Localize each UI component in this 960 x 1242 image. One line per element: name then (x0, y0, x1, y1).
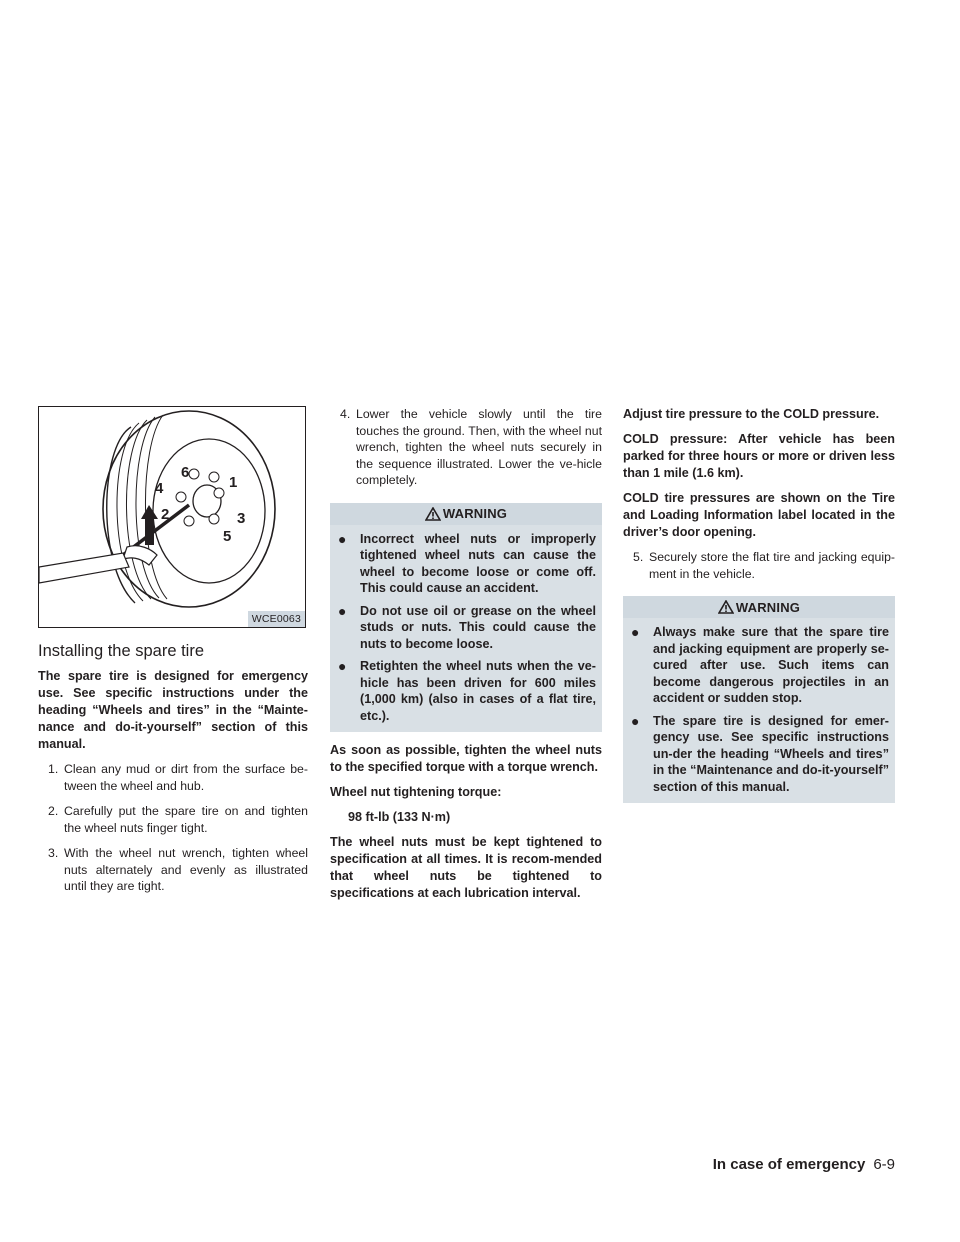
warning-text: Do not use oil or grease on the wheel studs or nuts. This could cause the nuts to become loose. (360, 603, 596, 651)
step-number: 2. (48, 804, 59, 818)
steps-list (38, 761, 308, 895)
step-text: Securely store the flat tire and jacking equip-ment in the vehicle. (649, 550, 895, 581)
nut-label-5: 5 (223, 528, 232, 545)
warning-triangle-icon (718, 600, 734, 614)
bullet-icon: ● (631, 624, 640, 640)
wheel-nut-figure (38, 406, 306, 628)
bullet-icon: ● (338, 658, 347, 674)
step-5 (623, 549, 895, 582)
step-text: With the wheel nut wrench, tighten wheel nuts alternately and evenly as illustrated until they are tight. (64, 846, 308, 893)
pressure-adjust: Adjust tire pressure to the COLD pressure. (623, 407, 880, 421)
bullet-icon: ● (631, 712, 640, 729)
warning-item (623, 707, 895, 796)
step-text: Carefully put the spare tire on and tighten the wheel nuts finger tight. (64, 804, 308, 835)
warning-header (330, 503, 602, 525)
warning-box-1 (330, 503, 602, 733)
nut-label-2: 2 (161, 506, 170, 523)
steps-list-cont2 (623, 549, 895, 582)
step-4 (330, 406, 602, 489)
column-left (38, 406, 308, 904)
steps-list-cont (330, 406, 602, 489)
nut-label-3: 3 (237, 510, 246, 527)
step-2 (38, 803, 308, 836)
page-number: 6-9 (873, 1156, 895, 1173)
warning-item (330, 652, 602, 724)
section-intro: The spare tire is designed for emergency use. See specific instructions under the heading “Wheels and tires” in the “Mainte-nance and do-it-yourself” section of this manual. (38, 669, 308, 751)
step-number: 1. (48, 762, 59, 776)
page-footer (690, 1156, 895, 1173)
step-number: 3. (48, 846, 59, 860)
warning-text: Incorrect wheel nuts or improperly tightened wheel nuts can cause the wheel to become loose or come off. This could cause an accident. (360, 531, 596, 595)
warning-item (330, 525, 602, 597)
warning-triangle-icon (425, 507, 441, 521)
pressure-shown: COLD tire pressures are shown on the Tire and Loading Information label located in the driver’s door opening. (623, 491, 895, 539)
figure-code: WCE0063 (248, 611, 305, 627)
step-1 (38, 761, 308, 794)
column-middle (330, 406, 602, 910)
warning-item (623, 618, 895, 707)
step-3 (38, 845, 308, 895)
warning-item (330, 597, 602, 653)
warning-text: Always make sure that the spare tire and jacking equipment are properly se-cured after use. Such items can become dangerous projectiles in an accident or sudden stop. (653, 625, 889, 705)
warning-title: WARNING (442, 506, 508, 521)
warning-header (623, 596, 895, 618)
nut-label-4: 4 (155, 480, 164, 497)
warning-title: WARNING (735, 599, 801, 615)
nut-label-6: 6 (181, 464, 190, 481)
pressure-cold-def: COLD pressure: After vehicle has been parked for three hours or more or driven less than 1 mile (1.6 km). (623, 432, 895, 480)
section-title: Installing the spare tire (38, 642, 205, 660)
torque-label: Wheel nut tightening torque: (330, 785, 502, 799)
column-right (623, 406, 895, 813)
footer-section: In case of emergency (712, 1156, 866, 1173)
torque-asap: As soon as possible, tighten the wheel nuts to the specified torque with a torque wrench. (330, 743, 602, 774)
torque-kept: The wheel nuts must be kept tightened to specification at all times. It is recom-mended that wheel nuts be tightened to specifications at each lubrication interval. (330, 835, 602, 900)
warning-box-2 (623, 596, 895, 803)
step-number: 4. (340, 407, 351, 421)
bullet-icon: ● (338, 602, 347, 619)
warning-text: Retighten the wheel nuts when the ve-hicle has been driven for 600 miles (1,000 km) (also in cases of a flat tire, etc.). (360, 659, 596, 723)
wheel-illustration (39, 407, 307, 629)
step-text: Clean any mud or dirt from the surface be-tween the wheel and hub. (64, 762, 308, 793)
nut-label-1: 1 (229, 474, 238, 491)
warning-text: The spare tire is designed for emer-gency use. See specific instructions un-der the heading “Wheels and tires” in the “Maintenance and do-it-yourself” section of this manual. (653, 713, 889, 794)
step-text: Lower the vehicle slowly until the tire touches the ground. Then, with the wheel nut wrench, tighten the wheel nuts securely in the sequence illustrated. Lower the ve-hicle completely. (356, 407, 602, 487)
step-number: 5. (633, 550, 644, 564)
torque-value: 98 ft-lb (133 N·m) (348, 810, 451, 824)
bullet-icon: ● (338, 530, 347, 547)
